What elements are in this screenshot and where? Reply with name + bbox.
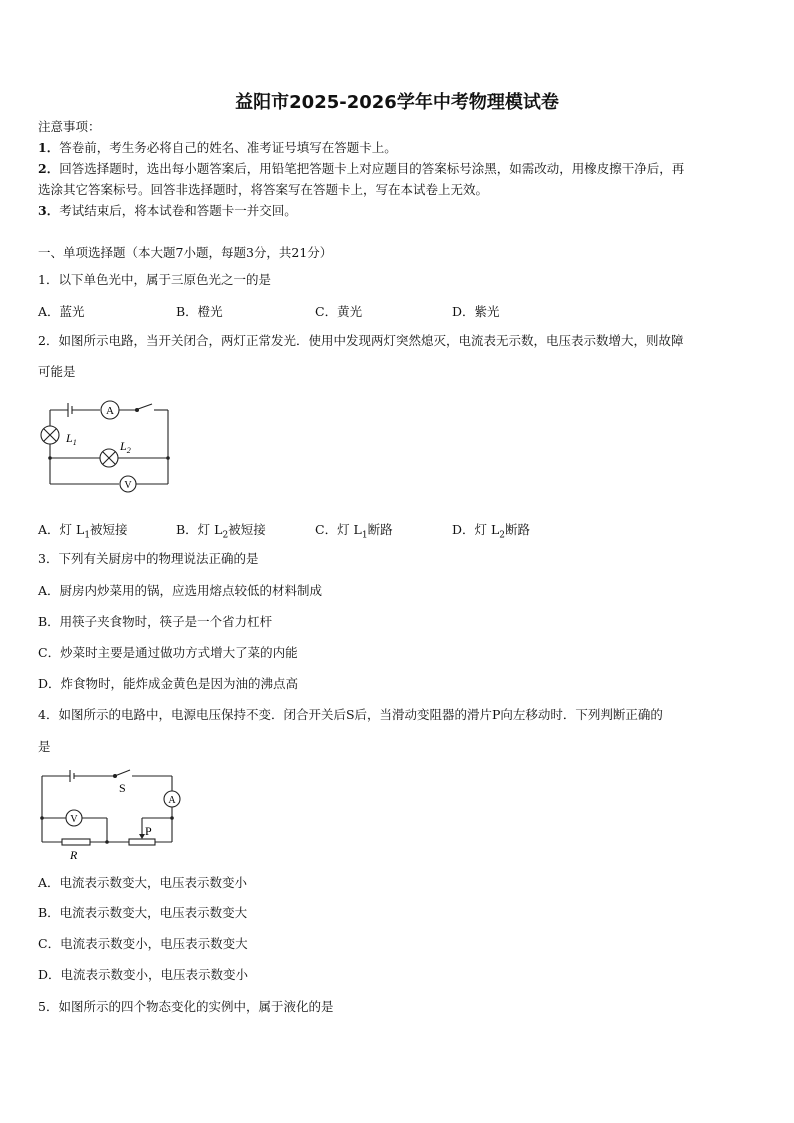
question-3-option-a: A．厨房内炒菜用的锅，应选用熔点较低的材料制成 <box>38 583 323 598</box>
question-3-stem: 3．下列有关厨房中的物理说法正确的是 <box>38 551 259 566</box>
notice-heading: 注意事项： <box>38 119 101 134</box>
question-3-option-b: B．用筷子夹食物时，筷子是一个省力杠杆 <box>38 614 273 629</box>
question-1-option-c: C．黄光 <box>315 304 363 319</box>
notice-item-text: 考试结束后，将本试卷和答题卡一并交回。 <box>59 203 297 218</box>
switch-label: S <box>119 781 126 795</box>
question-2-options <box>38 520 598 541</box>
resistor-r <box>62 839 90 845</box>
slider-label: P <box>145 824 152 838</box>
question-1-options <box>38 302 598 318</box>
voltmeter-label: V <box>124 480 132 491</box>
voltmeter-label: V <box>70 814 78 825</box>
question-2-option-d: D．灯 $L_2$断路 <box>452 522 531 541</box>
question-2-option-c: C．灯 $L_1$断路 <box>315 522 393 541</box>
switch-blade <box>116 770 130 776</box>
notice-item-3 <box>38 203 297 219</box>
question-2-circuit-diagram <box>36 396 176 496</box>
question-4-stem: 4．如图所示的电路中，电源电压保持不变．闭合开关后S后，当滑动变阻器的滑片P向左移动时．下列判断正确的 <box>38 707 663 722</box>
question-1-option-a: A．蓝光 <box>38 304 85 319</box>
notice-item-2-continued <box>38 182 488 198</box>
question-4-option-c: C．电流表示数变小，电压表示数变大 <box>38 936 248 951</box>
question-3-option-d: D．炸食物时，能炸成金黄色是因为油的沸点高 <box>38 676 299 691</box>
question-2-stem-continued: 可能是 <box>38 364 76 379</box>
question-2-stem: 2．如图所示电路，当开关闭合，两灯正常发光．使用中发现两灯突然熄灭，电流表无示数，电压表示数增大，则故障 <box>38 333 684 348</box>
resistor-label: R <box>70 848 78 862</box>
notice-item-number: 3． <box>38 203 60 218</box>
question-1-option-d: D．紫光 <box>452 304 500 319</box>
rheostat <box>129 839 155 845</box>
section-heading: 一、单项选择题（本大题7小题，每题3分，共21分） <box>38 245 333 260</box>
notice-item-text: 回答选择题时，选出每小题答案后，用铅笔把答题卡上对应题目的答案标号涂黑，如需改动，用橡皮擦干净后，再 <box>59 161 685 176</box>
notice-item-number: 1． <box>38 140 60 155</box>
ammeter-label: A <box>106 405 114 417</box>
lamp-l2-label: $L_2$ <box>120 439 131 455</box>
question-3-option-c: C．炒菜时主要是通过做功方式增大了菜的内能 <box>38 645 298 660</box>
question-1-option-b: B．橙光 <box>176 304 223 319</box>
notice-item-text: 答卷前，考生务必将自己的姓名、准考证号填写在答题卡上。 <box>59 140 397 155</box>
question-1-stem: 1．以下单色光中，属于三原色光之一的是 <box>38 272 271 287</box>
question-4-circuit-diagram <box>36 768 186 864</box>
ammeter-label: A <box>168 795 176 806</box>
question-2-option-a: A．灯 $L_1$被短接 <box>38 522 128 541</box>
page-title: 益阳市2025-2026学年中考物理模试卷 <box>235 92 559 113</box>
question-4-option-d: D．电流表示数变小，电压表示数变小 <box>38 967 249 982</box>
question-4-option-a: A．电流表示数变大，电压表示数变小 <box>38 875 248 890</box>
question-5-stem: 5．如图所示的四个物态变化的实例中，属于液化的是 <box>38 999 334 1014</box>
notice-item-2 <box>38 161 684 177</box>
lamp-l1-label: $L_1$ <box>66 431 77 447</box>
notice-item-1 <box>38 140 397 156</box>
notice-item-number: 2． <box>38 161 60 176</box>
question-4-stem-continued: 是 <box>38 739 51 754</box>
switch-blade <box>138 404 152 409</box>
question-2-option-b: B．灯 $L_2$被短接 <box>176 522 266 541</box>
question-4-option-b: B．电流表示数变大，电压表示数变大 <box>38 905 248 920</box>
notice-item-text: 选涂其它答案标号。回答非选择题时，将答案写在答题卡上，写在本试卷上无效。 <box>38 182 489 197</box>
